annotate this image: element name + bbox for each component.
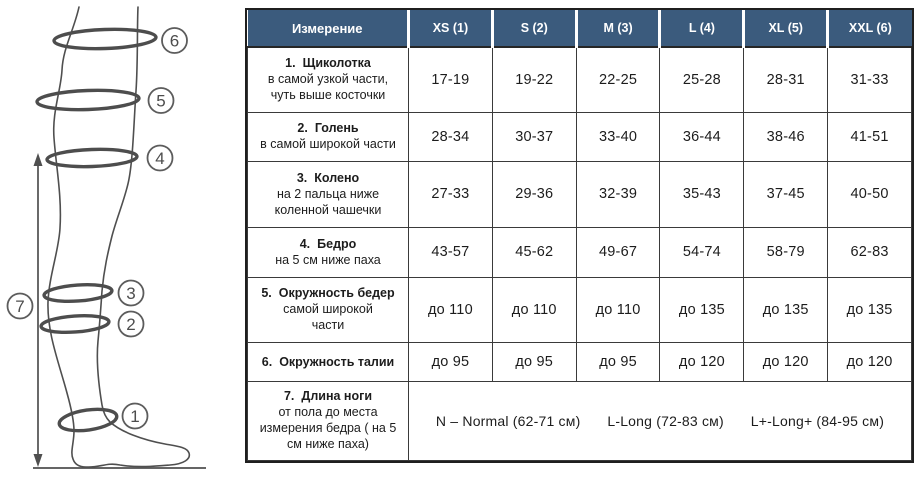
row-desc: на 2 пальца ниже коленной чашечки [274, 186, 382, 217]
cell-value: до 95 [409, 342, 493, 381]
cell-value: 58-79 [744, 227, 828, 277]
cell-value: 30-37 [492, 112, 576, 161]
row-title: 3. Колено [296, 170, 360, 185]
cell-value: 28-31 [744, 47, 828, 112]
table-row-leg-length [248, 381, 912, 460]
row-label-knee [248, 161, 409, 227]
leg-measurement-diagram [0, 0, 245, 481]
marker-6-waist [162, 28, 187, 53]
marker-2-label: 2 [126, 315, 136, 334]
row-desc: на 5 см ниже паха [275, 252, 381, 267]
cell-value: 33-40 [576, 112, 660, 161]
row-label-shin [248, 112, 409, 161]
cell-value: до 135 [660, 277, 744, 342]
marker-2-calf [119, 312, 144, 337]
cell-value: 62-83 [828, 227, 912, 277]
cell-value: 49-67 [576, 227, 660, 277]
cell-value: 54-74 [660, 227, 744, 277]
row-desc: от пола до места измерения бедра ( на 5 см ниже паха) [259, 405, 397, 451]
cell-value: 28-34 [409, 112, 493, 161]
size-table-grid [247, 10, 912, 461]
cell-value: 43-57 [409, 227, 493, 277]
cell-value: 37-45 [744, 161, 828, 227]
col-header-l: L (4) [660, 10, 744, 47]
row-label-waist [248, 342, 409, 381]
cell-value: до 95 [492, 342, 576, 381]
marker-4-label: 4 [155, 149, 165, 168]
col-header-measurement: Измерение [248, 10, 409, 47]
cell-value: 31-33 [828, 47, 912, 112]
table-row-knee [248, 161, 912, 227]
cell-value: 19-22 [492, 47, 576, 112]
cell-value: до 135 [828, 277, 912, 342]
cell-value: до 120 [828, 342, 912, 381]
cell-value: 45-62 [492, 227, 576, 277]
table-row-ankle [248, 47, 912, 112]
header-row [248, 10, 912, 47]
hip-ring [37, 89, 140, 112]
cell-value: до 120 [744, 342, 828, 381]
length-option-normal: N – Normal (62-71 см) [435, 412, 581, 429]
marker-5-hips [149, 88, 174, 113]
cell-value: до 135 [744, 277, 828, 342]
col-header-xl: XL (5) [744, 10, 828, 47]
row-title: 7. Длина ноги [283, 389, 373, 403]
cell-value: 40-50 [828, 161, 912, 227]
cell-value: до 110 [492, 277, 576, 342]
thigh-ring [47, 148, 138, 168]
cell-value: 25-28 [660, 47, 744, 112]
marker-6-label: 6 [169, 31, 180, 51]
cell-value: до 110 [576, 277, 660, 342]
cell-value: 17-19 [409, 47, 493, 112]
marker-3-label: 3 [126, 284, 136, 303]
marker-7-label: 7 [15, 297, 25, 316]
row-title: 2. Голень [297, 121, 359, 135]
length-options [409, 413, 911, 429]
leg-outline [48, 7, 189, 467]
marker-4-thigh [148, 146, 173, 171]
cell-value: до 95 [576, 342, 660, 381]
col-header-xs: XS (1) [409, 10, 493, 47]
marker-5-label: 5 [156, 91, 166, 111]
row-label-ankle [248, 47, 409, 112]
row-desc: самой широкой части [283, 302, 373, 332]
table-row-hips [248, 277, 912, 342]
row-title: 6. Окружность талии [261, 354, 395, 369]
row-label-leg-length [248, 381, 409, 460]
cell-leg-length-options [409, 381, 912, 460]
cell-value: 27-33 [409, 161, 493, 227]
col-header-m: M (3) [576, 10, 660, 47]
table-row-thigh [248, 227, 912, 277]
cell-value: 35-43 [660, 161, 744, 227]
col-header-s: S (2) [492, 10, 576, 47]
length-option-long-plus: L+-Long+ (84-95 см) [750, 412, 885, 429]
row-title: 1. Щиколотка [285, 56, 371, 71]
cell-value: 41-51 [828, 112, 912, 161]
cell-value: до 110 [409, 277, 493, 342]
cell-value: 32-39 [576, 161, 660, 227]
row-title: 4. Бедро [299, 236, 357, 251]
length-option-long: L-Long (72-83 см) [607, 412, 724, 429]
leg-length-arrow [34, 153, 43, 467]
cell-value: 22-25 [576, 47, 660, 112]
size-table [245, 8, 914, 463]
table-row-shin [248, 112, 912, 161]
cell-value: до 120 [660, 342, 744, 381]
marker-1-ankle [123, 404, 148, 429]
row-desc: в самой широкой части [260, 137, 396, 151]
marker-1-label: 1 [130, 407, 140, 426]
marker-7-leg-length [8, 294, 33, 319]
cell-value: 38-46 [744, 112, 828, 161]
cell-value: 29-36 [492, 161, 576, 227]
row-title: 5. Окружность бедер [261, 286, 395, 300]
col-header-xxl: XXL (6) [828, 10, 912, 47]
row-desc: в самой узкой части, чуть выше косточки [267, 72, 389, 103]
row-label-thigh [248, 227, 409, 277]
row-label-hips [248, 277, 409, 342]
cell-value: 36-44 [660, 112, 744, 161]
marker-3-knee [119, 281, 144, 306]
table-row-waist [248, 342, 912, 381]
